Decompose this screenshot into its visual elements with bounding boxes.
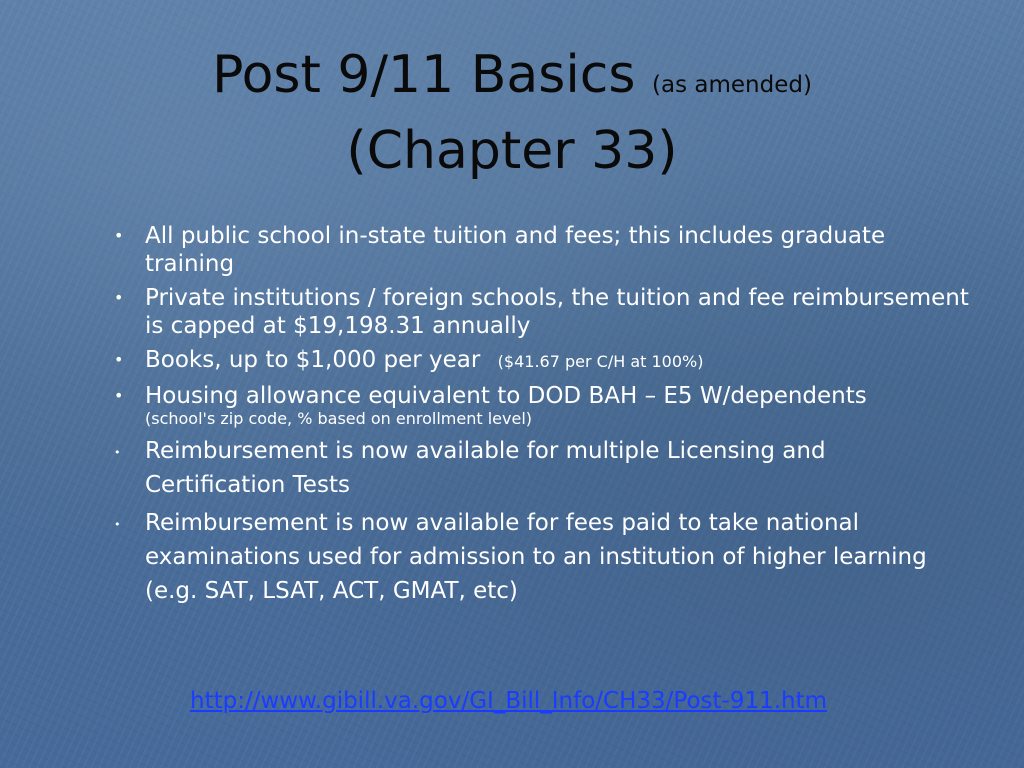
bullet-text: Reimbursement is now available for fees paid to take national examinations used for admission to an institution of higher learning (e.g. SAT, LSAT, ACT, GMAT, etc) [145,510,927,604]
bullet-text: Reimbursement is now available for multiple Licensing and Certification Tests [145,438,826,498]
bullet-item [110,222,970,278]
bullet-item [110,284,970,340]
bullet-text: Housing allowance equivalent to DOD BAH – E5 W/dependents [145,383,867,409]
bullet-icon: • [114,226,124,245]
bullet-text: Books, up to $1,000 per year [145,347,481,373]
title-chapter: (Chapter 33) [346,121,678,181]
title-note: (as amended) [652,72,812,98]
title-main: Post 9/11 Basics [212,45,636,105]
bullet-text: All public school in-state tuition and fees; this includes graduate training [145,223,886,277]
slide-title [40,42,984,184]
bullet-item [110,382,970,428]
bullet-icon: • [114,386,124,405]
bullet-list [110,222,970,612]
bullet-item [110,506,970,608]
bullet-item [110,434,970,502]
bullet-icon: • [114,288,124,307]
bullet-text: Private institutions / foreign schools, the tuition and fee reimbursement is capped at $19,198.31 annually [145,285,969,339]
bullet-icon: • [114,518,121,531]
bullet-icon: • [114,446,121,459]
gi-bill-link[interactable]: http://www.gibill.va.gov/GI_Bill_Info/CH33/Post-911.htm [190,688,828,714]
bullet-note: ($41.67 per C/H at 100%) [497,352,704,371]
bullet-item [110,346,970,376]
bullet-note: (school's zip code, % based on enrollment level) [145,409,532,428]
bullet-icon: • [114,350,124,369]
